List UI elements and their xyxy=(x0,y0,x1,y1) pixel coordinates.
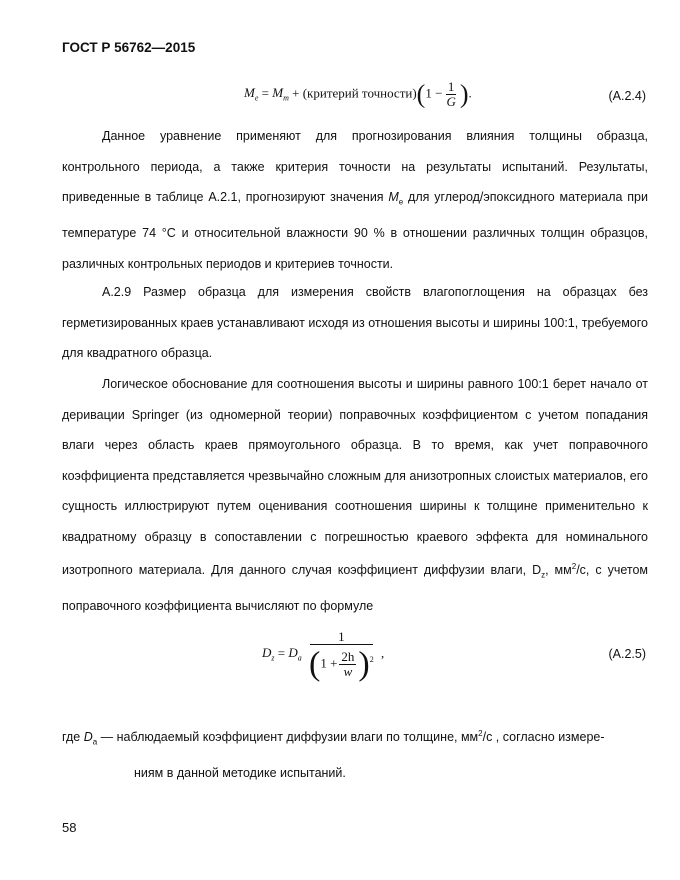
formula-a24: $M_e = M_m$ + (критерий точности)(1 − $\frac{1}{G}$ ). xyxy=(244,79,472,109)
formula-criterion: (критерий точности) xyxy=(302,85,417,101)
paragraph-1: Данное уравнение применяют для прогнозирования влияния толщины образца, контрольного периода, а также критерия точности на результаты испытаний. Результаты, приведенные в таблице А.2.1, прогнозируют значения $M_e$ для углерод/эпоксидного материала при температуре 74 °С и относительной влажности 90 % в отношении различных толщин образцов, различных контрольных периодов и критериев точности. xyxy=(62,129,648,271)
paragraph-2: А.2.9 Размер образца для измерения свойств влагопоглощения на образцах без герметизированных краев устанавливают исходя из отношения высоты и ширины 100:1, требуемого для квадратного образца. xyxy=(62,285,648,360)
equation-number-a25: (А.2.5) xyxy=(608,647,646,661)
formula-me: $M_e$ xyxy=(244,85,259,104)
formula-mm: $M_m$ xyxy=(272,85,289,104)
page-number: 58 xyxy=(62,820,77,835)
paragraph-3: Логическое обоснование для соотношения высоты и ширины равного 100:1 берет начало от деривации Springer (из одномерной теории) поправочных коэффициентом с учетом попадания влаги через область краев прямоугольного образца. В то время, как учет поправочного коэффициента представляется чрезвычайно сложным для анизотропных слоистых материалов, его сущность иллюстрируют путем оценивания соотношения ширины к толщине применительно к квадратному образцу в сопоставлении с погрешностью краевого эффекта для номинального изотропного материала. Для данного случая коэффициент диффузии влаги, $D_z$, $мм^2/с$, с учетом поправочного коэффициента вычисляют по формуле xyxy=(62,377,648,614)
formula-a25: $D_z = D_a$ 1 (1 + $\frac{2h}{w}$ )$^2$ , xyxy=(262,629,385,683)
document-header: ГОСТ Р 56762—2015 xyxy=(62,40,196,55)
formula-a25-fraction: 1 (1 + $\frac{2h}{w}$ )$^2$ xyxy=(309,629,374,683)
equation-number-a24: (А.2.4) xyxy=(608,89,646,103)
formula-fraction: $\frac{1}{G}$ xyxy=(446,79,456,109)
where-clause: где $D_a$ — наблюдаемый коэффициент диффузии влаги по толщине, $мм^2/с$ , согласно измере- ниям в данной методике испытаний. xyxy=(62,729,605,780)
